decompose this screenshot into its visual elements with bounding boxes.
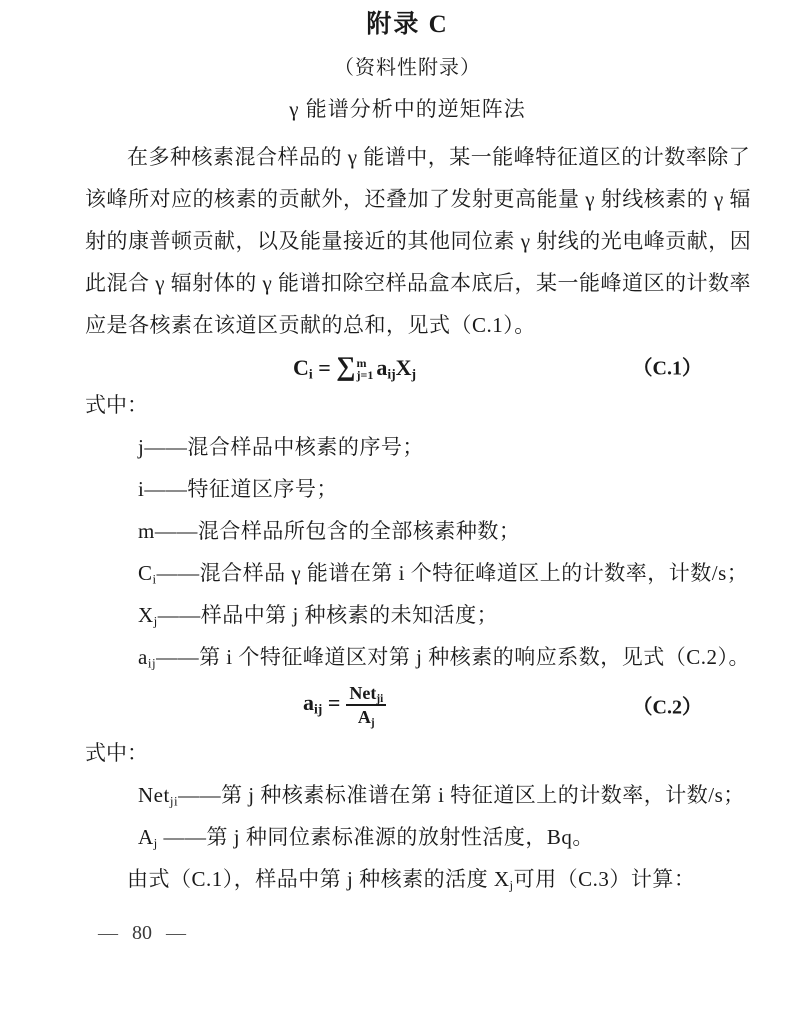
definition-description: 第 j 种同位素标准源的放射性活度，Bq。: [206, 825, 594, 849]
formula-c2-expression: [303, 683, 386, 727]
summation-lower-limit: j=1: [356, 368, 374, 383]
definition-dash: ——: [178, 783, 222, 807]
definition-description: 混合样品中核素的序号；: [187, 435, 424, 459]
summation-limits: [356, 357, 373, 381]
definition-term: i: [138, 477, 145, 501]
formula-c1-label: （C.1）: [632, 357, 702, 380]
definition-description: 样品中第 j 种核素的未知活度；: [200, 603, 499, 627]
formula-c1-lhs-subscript: i: [308, 365, 313, 381]
definition-term-subscript: j: [153, 613, 158, 629]
section-title: γ 能谱分析中的逆矩阵法: [289, 97, 526, 121]
where-label: 式中：: [85, 393, 148, 417]
definition-dash: ——: [144, 435, 188, 459]
formula-c1-variable-subscript: j: [411, 365, 417, 381]
definition-term: C: [138, 561, 153, 585]
definition-term: j: [138, 435, 145, 459]
definition-description: 第 j 种核素标准谱在第 i 特征道区上的计数率，计数/s；: [221, 783, 745, 807]
denominator-text: A: [357, 707, 371, 727]
definition-item: [85, 510, 730, 552]
numerator-text: Net: [349, 683, 377, 703]
appendix-title: 附录 C: [366, 11, 449, 38]
formula-c1: [85, 348, 730, 384]
footer-dash-right: —: [166, 922, 186, 944]
closing-text-post: 可用（C.3）计算：: [513, 867, 696, 891]
formula-c2: [85, 678, 730, 732]
fraction: [346, 683, 386, 727]
formula-c1-coefficient-subscript: ij: [387, 365, 396, 381]
definition-dash: ——: [156, 645, 200, 669]
paragraph-line: 在多种核素混合样品的 γ 能谱中，某一能峰特征道区的计数率除了: [127, 145, 751, 169]
formula-c2-lhs: a: [303, 690, 314, 716]
definition-description: 第 i 个特征峰道区对第 j 种核素的响应系数，见式（C.2）。: [199, 645, 750, 669]
where-label: 式中：: [85, 741, 148, 765]
definition-term-subscript: ij: [147, 655, 157, 671]
equals-sign: =: [327, 690, 341, 716]
formula-c1-coefficient: a: [376, 354, 388, 380]
closing-variable-subscript: j: [509, 877, 514, 893]
closing-text-pre: 由式（C.1），样品中第 j 种核素的活度 X: [127, 867, 510, 891]
definition-dash: ——: [156, 561, 200, 585]
paragraph-line: 射的康普顿贡献，以及能量接近的其他同位素 γ 射线的光电峰贡献，因: [85, 229, 752, 253]
summation-icon: ∑: [336, 350, 356, 381]
fraction-denominator: [346, 706, 386, 727]
denominator-subscript: j: [370, 716, 375, 729]
page-number: 80: [132, 922, 152, 944]
definition-term: X: [138, 603, 154, 627]
appendix-subtitle: （资料性附录）: [334, 57, 481, 79]
definition-dash: ——: [144, 477, 188, 501]
definition-item: [85, 816, 730, 858]
definition-term: a: [138, 645, 148, 669]
definition-term: m: [138, 519, 155, 543]
definition-description: 混合样品所包含的全部核素种数；: [197, 519, 521, 543]
paragraph-line: 该峰所对应的核素的贡献外，还叠加了发射更高能量 γ 射线核素的 γ 辐: [85, 187, 752, 211]
definition-item: [85, 774, 745, 816]
formula-c1-expression: [293, 351, 416, 382]
definition-dash: ——: [157, 825, 207, 849]
page-footer: [98, 922, 186, 945]
definition-term-subscript: i: [152, 571, 157, 587]
formula-c2-lhs-subscript: ij: [314, 701, 323, 717]
definition-item: [85, 426, 730, 468]
definition-item: [85, 636, 750, 678]
definition-term: A: [138, 825, 154, 849]
definition-item: [85, 552, 749, 594]
definition-description: 特征道区序号；: [187, 477, 338, 501]
intro-paragraph: [85, 136, 752, 346]
footer-dash-left: —: [98, 922, 118, 944]
fraction-numerator: [346, 683, 386, 706]
definition-item: [85, 594, 730, 636]
paragraph-line: 应是各核素在该道区贡献的总和，见式（C.1）。: [85, 313, 536, 337]
equals-sign: =: [318, 354, 331, 380]
formula-c2-label: （C.2）: [632, 696, 702, 719]
definition-term: Net: [138, 783, 170, 807]
closing-sentence: [85, 858, 730, 900]
definition-description: 混合样品 γ 能谱在第 i 个特征峰道区上的计数率，计数/s；: [199, 561, 749, 585]
numerator-subscript: ji: [376, 692, 384, 705]
summation-upper-limit: m: [356, 356, 367, 371]
paragraph-line: 此混合 γ 辐射体的 γ 能谱扣除空样品盒本底后，某一能峰道区的计数率: [85, 271, 752, 295]
definition-dash: ——: [157, 603, 201, 627]
formula-c1-lhs: C: [293, 354, 309, 380]
definition-dash: ——: [154, 519, 198, 543]
definition-term-subscript: j: [153, 835, 158, 851]
definition-item: [85, 468, 730, 510]
definition-term-subscript: ji: [169, 793, 179, 809]
formula-c1-variable: X: [395, 354, 412, 380]
